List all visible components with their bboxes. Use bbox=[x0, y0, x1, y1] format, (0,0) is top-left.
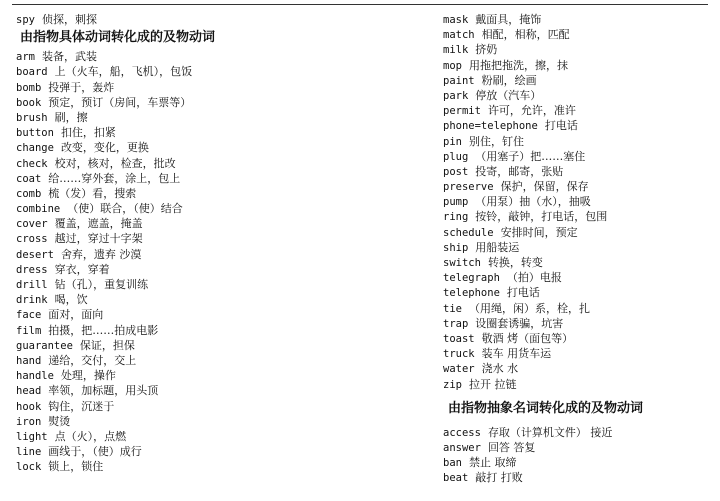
vocab-entry bbox=[443, 209, 713, 224]
vocab-word: face bbox=[16, 309, 42, 322]
vocab-entry bbox=[443, 164, 713, 179]
vocab-entry bbox=[443, 58, 713, 73]
vocab-word: iron bbox=[16, 415, 42, 428]
vocab-entry bbox=[16, 171, 416, 186]
vocab-definition: 投弹于，轰炸 bbox=[48, 80, 115, 94]
section-heading-concrete-verbs: 由指物具体动词转化成的及物动词 bbox=[20, 30, 216, 46]
vocab-definition: 别住，钉住 bbox=[468, 134, 524, 148]
vocab-entry bbox=[16, 156, 416, 171]
vocab-entry bbox=[16, 459, 416, 474]
vocab-word: desert bbox=[16, 248, 54, 261]
vocab-list-right-abstract bbox=[443, 425, 713, 486]
vocab-entry bbox=[443, 73, 713, 88]
vocab-word: change bbox=[16, 142, 54, 155]
vocab-entry bbox=[16, 383, 416, 398]
vocab-word: combine bbox=[16, 203, 61, 216]
vocab-word: brush bbox=[16, 111, 48, 124]
vocab-entry bbox=[16, 125, 416, 140]
vocab-definition: 梳（发）看，搜索 bbox=[48, 186, 137, 200]
vocab-definition: 存取（计算机文件） 接近 bbox=[487, 425, 613, 439]
vocab-entry bbox=[443, 27, 713, 42]
vocab-entry bbox=[443, 240, 713, 255]
vocab-word: coat bbox=[16, 172, 42, 185]
vocab-word: cover bbox=[16, 218, 48, 231]
vocab-word: film bbox=[16, 324, 42, 337]
vocab-entry bbox=[16, 247, 416, 262]
vocab-word: head bbox=[16, 385, 42, 398]
vocab-definition: 打电话 bbox=[506, 286, 540, 300]
vocab-word: drink bbox=[16, 294, 48, 307]
vocab-definition: 装车 用货车运 bbox=[481, 347, 552, 361]
vocab-word: dress bbox=[16, 263, 48, 276]
vocab-word: water bbox=[443, 363, 475, 376]
vocab-word: toast bbox=[443, 332, 475, 345]
vocab-word: spy bbox=[16, 14, 35, 26]
vocab-definition: 处理，操作 bbox=[60, 369, 116, 383]
vocab-entry bbox=[16, 277, 416, 292]
vocab-definition: 粉刷，绘画 bbox=[481, 73, 537, 87]
vocab-word: preserve bbox=[443, 181, 494, 194]
vocab-word: light bbox=[16, 430, 48, 443]
vocab-word: tie bbox=[443, 302, 462, 315]
vocab-definition: 给……穿外套，涂上，包上 bbox=[48, 171, 181, 185]
vocab-definition: 画线于，（使）成行 bbox=[48, 445, 142, 459]
vocab-word: comb bbox=[16, 187, 42, 200]
vocab-definition: 拉开 拉链 bbox=[468, 377, 517, 391]
vocab-definition: 面对，面向 bbox=[48, 308, 104, 322]
vocab-word: answer bbox=[443, 441, 481, 454]
vocab-word: handle bbox=[16, 370, 54, 383]
vocab-entry bbox=[443, 361, 713, 376]
right-column bbox=[443, 12, 713, 485]
vocab-definition: 按铃，敲钟，打电话，包围 bbox=[475, 210, 608, 224]
vocab-list-right bbox=[443, 12, 713, 392]
vocab-entry bbox=[443, 316, 713, 331]
vocab-definition: 舍弃，遗弃 沙漠 bbox=[60, 247, 142, 261]
vocab-entry bbox=[443, 440, 713, 455]
vocab-definition: 投寄，邮寄，张贴 bbox=[475, 164, 564, 178]
vocab-word: beat bbox=[443, 472, 469, 485]
vocab-entry bbox=[443, 301, 713, 316]
vocab-entry bbox=[16, 444, 416, 459]
vocab-word: ship bbox=[443, 241, 469, 254]
vocab-entry bbox=[16, 110, 416, 125]
vocab-entry bbox=[443, 377, 713, 392]
vocab-entry bbox=[16, 292, 416, 307]
vocab-word: cross bbox=[16, 233, 48, 246]
vocab-definition: 穿衣，穿着 bbox=[54, 262, 110, 276]
vocab-definition: 上（火车，船，飞机），包饭 bbox=[54, 65, 193, 79]
vocab-word: zip bbox=[443, 378, 462, 391]
left-column bbox=[16, 12, 416, 474]
vocab-entry bbox=[443, 270, 713, 285]
vocab-definition: 刷，擦 bbox=[54, 110, 88, 124]
vocab-entry bbox=[443, 149, 713, 164]
vocab-definition: （拍）电报 bbox=[506, 271, 562, 285]
vocab-definition: 相配，相称，匹配 bbox=[481, 28, 570, 42]
vocab-entry bbox=[16, 216, 416, 231]
vocab-entry bbox=[16, 95, 416, 110]
vocab-word: lock bbox=[16, 461, 42, 474]
vocab-entry bbox=[16, 80, 416, 95]
vocab-word: mask bbox=[443, 14, 469, 26]
vocab-definition: 拍摄，把……拍成电影 bbox=[48, 323, 159, 337]
vocab-definition: 预定，预订（房间，车票等） bbox=[48, 95, 192, 109]
vocab-list-left bbox=[16, 49, 416, 474]
vocab-word: park bbox=[443, 89, 469, 102]
vocab-definition: 喝，饮 bbox=[54, 293, 88, 307]
vocab-definition: 点（火），点燃 bbox=[54, 429, 127, 443]
vocab-definition: 锁上，锁住 bbox=[48, 460, 104, 474]
vocab-entry bbox=[443, 470, 713, 485]
vocab-definition: 设圈套诱骗，坑害 bbox=[475, 316, 564, 330]
vocab-definition: 扣住，扣紧 bbox=[60, 126, 116, 140]
section-heading-abstract-verbs: 由指物抽象名词转化成的及物动词 bbox=[448, 400, 644, 416]
vocab-definition: 钻（孔），重复训练 bbox=[54, 278, 149, 291]
vocab-word: telegraph bbox=[443, 272, 500, 285]
vocab-entry bbox=[16, 12, 416, 27]
vocab-entry bbox=[443, 346, 713, 361]
vocab-entry bbox=[443, 12, 713, 27]
vocab-definition: 侦探，刺探 bbox=[41, 13, 97, 26]
vocab-definition: 敬酒 烤（面包等） bbox=[481, 331, 574, 345]
vocab-entry bbox=[16, 338, 416, 353]
vocab-entry bbox=[16, 429, 416, 444]
vocab-word: hand bbox=[16, 354, 42, 367]
vocab-word: trap bbox=[443, 317, 469, 330]
vocab-entry bbox=[16, 49, 416, 64]
vocab-entry bbox=[16, 307, 416, 322]
vocab-word: milk bbox=[443, 44, 469, 57]
vocab-entry bbox=[443, 285, 713, 300]
vocab-definition: 覆盖，遮盖，掩盖 bbox=[54, 217, 143, 231]
vocab-definition: 用拖把拖洗，擦，抹 bbox=[468, 58, 568, 72]
vocab-entry bbox=[443, 88, 713, 103]
vocab-definition: 回答 答复 bbox=[487, 440, 536, 454]
vocab-entry bbox=[16, 201, 416, 216]
vocab-word: button bbox=[16, 127, 54, 140]
vocab-entry bbox=[443, 225, 713, 240]
vocab-definition: 转换，转变 bbox=[487, 256, 543, 269]
vocab-word: schedule bbox=[443, 226, 494, 239]
vocab-word: pin bbox=[443, 135, 462, 148]
vocab-definition: （用塞子）把……塞住 bbox=[475, 149, 586, 163]
vocab-definition: 率领，加标题，用头顶 bbox=[48, 384, 159, 398]
vocab-word: access bbox=[443, 426, 481, 439]
vocab-word: arm bbox=[16, 51, 35, 64]
vocab-definition: 校对，核对，检查，批改 bbox=[54, 156, 176, 170]
vocab-definition: 戴面具，掩饰 bbox=[475, 13, 542, 26]
vocab-word: plug bbox=[443, 150, 469, 163]
vocab-entry bbox=[16, 323, 416, 338]
vocab-definition: 钩住，沉迷于 bbox=[48, 399, 115, 413]
vocab-entry bbox=[443, 134, 713, 149]
vocab-entry bbox=[443, 331, 713, 346]
vocab-definition: （使）联合，（使）结合 bbox=[67, 202, 183, 216]
vocab-entry bbox=[16, 186, 416, 201]
vocab-word: pump bbox=[443, 196, 469, 209]
vocab-word: phone=telephone bbox=[443, 120, 538, 133]
vocab-entry bbox=[16, 368, 416, 383]
vocab-definition: 保证，担保 bbox=[79, 338, 135, 352]
vocab-entry bbox=[443, 255, 713, 270]
vocab-word: match bbox=[443, 29, 475, 42]
vocab-entry bbox=[16, 414, 416, 429]
vocab-entry bbox=[16, 262, 416, 277]
vocab-word: guarantee bbox=[16, 339, 73, 352]
vocab-word: paint bbox=[443, 74, 475, 87]
vocab-definition: 越过，穿过十字架 bbox=[54, 232, 143, 246]
vocab-entry bbox=[16, 353, 416, 368]
vocab-word: board bbox=[16, 66, 48, 79]
top-rule bbox=[12, 4, 708, 5]
vocab-word: ring bbox=[443, 211, 469, 224]
vocab-definition: 挤奶 bbox=[475, 43, 498, 57]
vocab-definition: 敲打 打败 bbox=[475, 471, 523, 485]
vocab-word: drill bbox=[16, 279, 48, 291]
vocab-definition: （用泵）抽（水），抽吸 bbox=[475, 195, 591, 209]
vocab-definition: 禁止 取缔 bbox=[468, 456, 517, 470]
vocab-definition: 装备，武装 bbox=[41, 50, 97, 64]
vocab-definition: 浇水 水 bbox=[481, 362, 519, 376]
vocab-word: check bbox=[16, 157, 48, 170]
vocab-word: bomb bbox=[16, 81, 42, 94]
vocab-definition: 用船装运 bbox=[475, 240, 520, 254]
vocab-entry bbox=[443, 455, 713, 470]
vocab-word: truck bbox=[443, 348, 475, 361]
vocab-entry bbox=[443, 425, 713, 440]
vocab-definition: 安排时间，预定 bbox=[500, 225, 578, 239]
vocab-entry bbox=[16, 64, 416, 79]
vocab-word: ban bbox=[443, 457, 462, 470]
vocab-definition: 打电话 bbox=[544, 119, 578, 133]
vocab-word: switch bbox=[443, 257, 481, 269]
vocab-definition: 停放（汽车） bbox=[475, 88, 542, 102]
vocab-entry bbox=[443, 118, 713, 133]
vocab-definition: 保护，保留，保存 bbox=[500, 180, 589, 194]
vocab-word: telephone bbox=[443, 287, 500, 300]
vocab-entry bbox=[443, 103, 713, 118]
vocab-entry bbox=[443, 179, 713, 194]
vocab-definition: 熨烫 bbox=[48, 414, 71, 428]
vocab-entry bbox=[443, 42, 713, 57]
vocab-word: line bbox=[16, 446, 42, 459]
vocab-word: mop bbox=[443, 59, 462, 72]
vocab-entry bbox=[16, 399, 416, 414]
vocab-definition: 许可，允许，准许 bbox=[487, 104, 576, 118]
vocab-entry bbox=[443, 194, 713, 209]
vocab-word: post bbox=[443, 165, 469, 178]
vocab-definition: （用绳，闲）系，栓，扎 bbox=[468, 301, 590, 315]
vocab-word: hook bbox=[16, 400, 42, 413]
vocab-entry bbox=[16, 231, 416, 246]
vocab-definition: 递给，交付，交上 bbox=[48, 353, 137, 367]
vocab-entry bbox=[16, 140, 416, 155]
vocab-definition: 改变，变化，更换 bbox=[60, 141, 149, 155]
vocab-word: permit bbox=[443, 105, 481, 118]
vocab-word: book bbox=[16, 96, 42, 109]
